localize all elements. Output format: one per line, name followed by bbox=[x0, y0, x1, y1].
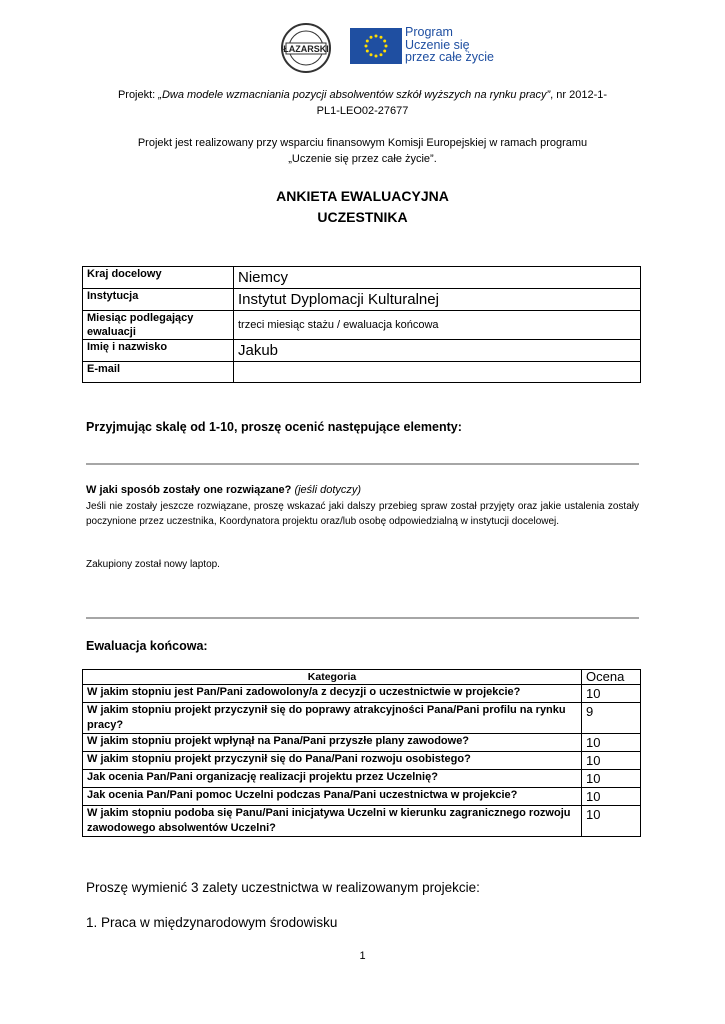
header-category: Kategoria bbox=[83, 670, 582, 685]
project-name: „Dwa modele wzmacniania pozycji absolwentów szkół wyższych na rynku pracy” bbox=[158, 89, 551, 101]
category-cell: W jakim stopniu projekt przyczynił się do Pana/Pani rozwoju osobistego? bbox=[83, 752, 582, 770]
category-cell: W jakim stopniu projekt przyczynił się do poprawy atrakcyjności Pana/Pani profilu na rynku pracy? bbox=[83, 703, 582, 734]
name-label: Imię i nazwisko bbox=[83, 340, 234, 362]
eu-flag-icon bbox=[350, 28, 402, 64]
month-value: trzeci miesiąc stażu / ewaluacja końcowa bbox=[234, 311, 641, 340]
category-cell: W jakim stopniu jest Pan/Pani zadowolony/a z decyzji o uczestnictwie w projekcie? bbox=[83, 685, 582, 703]
rating-cell: 10 bbox=[582, 788, 641, 806]
advantage-item: 1. Praca w międzynarodowym środowisku bbox=[86, 915, 338, 930]
rating-instruction: Przyjmując skalę od 1-10, proszę ocenić następujące elementy: bbox=[86, 420, 462, 434]
divider bbox=[86, 617, 639, 619]
page-title: ANKIETA EWALUACYJNA UCZESTNIKA bbox=[276, 188, 449, 225]
category-cell: Jak ocenia Pan/Pani organizację realizacji projektu przez Uczelnię? bbox=[83, 770, 582, 788]
table-row bbox=[83, 340, 641, 362]
category-cell: W jakim stopniu projekt wpłynął na Pana/Pani przyszłe plany zawodowe? bbox=[83, 734, 582, 752]
email-value bbox=[234, 362, 641, 383]
table-row bbox=[83, 788, 641, 806]
rating-cell: 10 bbox=[582, 806, 641, 837]
participant-info-table bbox=[82, 266, 641, 383]
evaluation-title: Ewaluacja końcowa: bbox=[86, 639, 208, 653]
table-row bbox=[83, 752, 641, 770]
table-row bbox=[83, 685, 641, 703]
question-heading: W jaki sposób zostały one rozwiązane? (jeśli dotyczy) bbox=[86, 484, 362, 496]
table-row bbox=[83, 703, 641, 734]
category-cell: Jak ocenia Pan/Pani pomoc Uczelni podczas Pana/Pani uczestnictwa w projekcie? bbox=[83, 788, 582, 806]
project-info: Projekt: „Dwa modele wzmacniania pozycji absolwentów szkół wyższych na rynku pracy”, nr 2012-1- PL1-LEO02-27677 bbox=[117, 89, 608, 117]
evaluation-table bbox=[82, 669, 641, 837]
advantages-prompt: Proszę wymienić 3 zalety uczestnictwa w realizowanym projekcie: bbox=[86, 880, 480, 895]
question-description: Jeśli nie zostały jeszcze rozwiązane, proszę wskazać jaki dalszy przebieg spraw został przyjęty oraz jakie ustalenia zostały poczynione przez uczestnika, Koordynatora projektu oraz/lub osobę odpowiedzialną w instytucji docelowej. bbox=[86, 501, 639, 527]
institution-label: Instytucja bbox=[83, 289, 234, 311]
svg-text:ŁAZARSKI: ŁAZARSKI bbox=[283, 44, 329, 54]
program-logo-text: Program Uczenie się przez całe życie bbox=[405, 25, 494, 64]
month-label: Miesiąc podlegający ewaluacji bbox=[83, 311, 234, 340]
table-row bbox=[83, 734, 641, 752]
table-row bbox=[83, 770, 641, 788]
page-number: 1 bbox=[359, 950, 366, 962]
table-header-row bbox=[83, 670, 641, 685]
table-row bbox=[83, 289, 641, 311]
country-value: Niemcy bbox=[234, 267, 641, 289]
divider bbox=[86, 463, 639, 465]
table-row bbox=[83, 806, 641, 837]
email-label: E-mail bbox=[83, 362, 234, 383]
rating-cell: 10 bbox=[582, 685, 641, 703]
rating-cell: 10 bbox=[582, 770, 641, 788]
table-row bbox=[83, 267, 641, 289]
support-statement: Projekt jest realizowany przy wsparciu finansowym Komisji Europejskiej w ramach programu „Uczenie się przez całe życie”. bbox=[137, 137, 588, 165]
header-rating: Ocena bbox=[582, 670, 641, 685]
lazarski-logo bbox=[280, 22, 332, 74]
rating-cell: 9 bbox=[582, 703, 641, 734]
name-value: Jakub bbox=[234, 340, 641, 362]
rating-cell: 10 bbox=[582, 752, 641, 770]
rating-cell: 10 bbox=[582, 734, 641, 752]
answer-text: Zakupiony został nowy laptop. bbox=[86, 559, 220, 570]
header-logos bbox=[280, 22, 500, 74]
table-row bbox=[83, 311, 641, 340]
category-cell: W jakim stopniu podoba się Panu/Pani inicjatywa Uczelni w kierunku zagranicznego rozwoju zawodowego absolwentów Uczelni? bbox=[83, 806, 582, 837]
institution-value: Instytut Dyplomacji Kulturalnej bbox=[234, 289, 641, 311]
country-label: Kraj docelowy bbox=[83, 267, 234, 289]
table-row bbox=[83, 362, 641, 383]
